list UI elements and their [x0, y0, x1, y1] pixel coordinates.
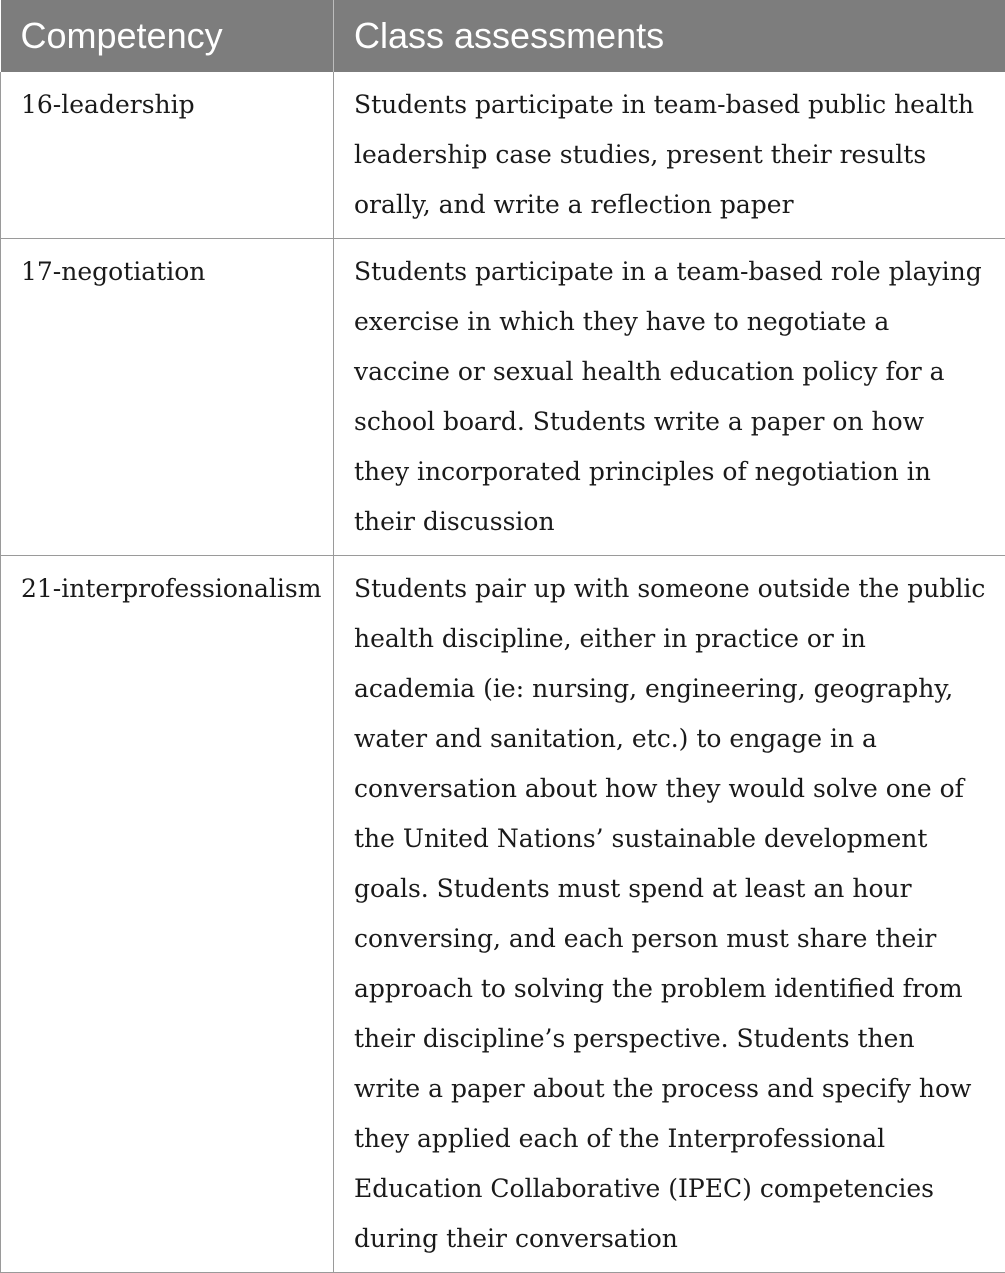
table-header — [1, 0, 1005, 72]
header-class-assessments: Class assessments — [334, 0, 1005, 72]
table-body — [1, 72, 1005, 1273]
competency-cell: 16-leadership — [1, 72, 334, 239]
table-row — [1, 72, 1005, 239]
assessment-cell: Students participate in a team-based role playing exercise in which they have to negotiate a vaccine or sexual health education policy for a school board. Students write a paper on how they incorporated principles of negotiation in their discussion — [334, 239, 1005, 556]
competency-cell: 21-interprofessionalism — [1, 556, 334, 1273]
assessment-cell: Students pair up with someone outside the public health discipline, either in practice or in academia (ie: nursing, engineering, geography, water and sanitation, etc.) to engage in a conversation about how they would solve one of the United Nations’ sustainable development goals. Students must spend at least an hour conversing, and each person must share their approach to solving the problem identified from their discipline’s perspective. Students then write a paper about the process and specify how they applied each of the Interprofessional Education Collaborative (IPEC) competencies during their conversation — [334, 556, 1005, 1273]
table-row — [1, 239, 1005, 556]
header-competency: Competency — [1, 0, 334, 72]
table-row — [1, 556, 1005, 1273]
competency-cell: 17-negotiation — [1, 239, 334, 556]
assessment-cell: Students participate in team-based public health leadership case studies, present their results orally, and write a reflection paper — [334, 72, 1005, 239]
header-row — [1, 0, 1005, 72]
